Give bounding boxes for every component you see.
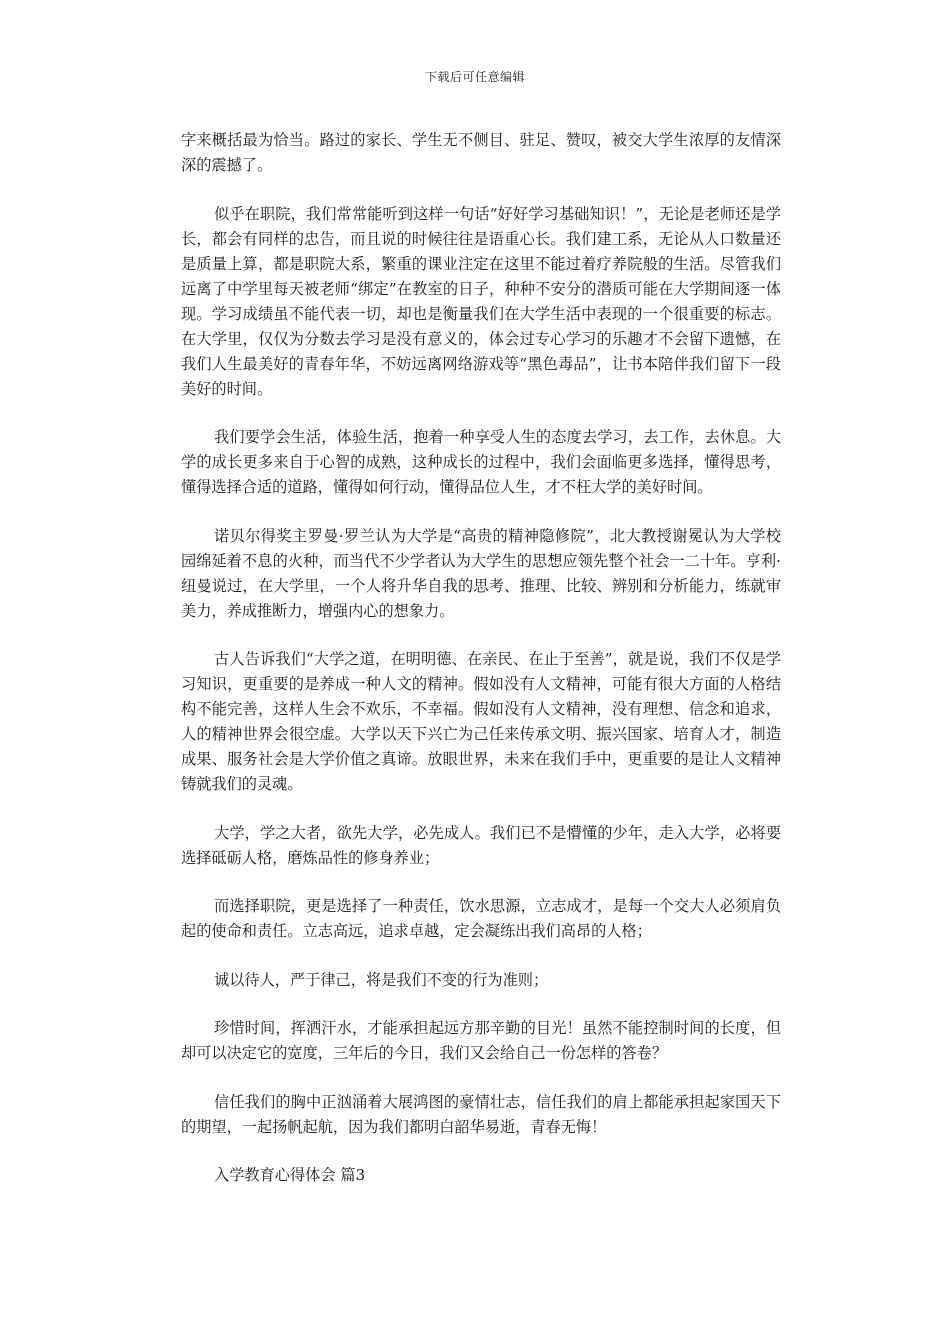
paragraph-8: 诚以待人，严于律己，将是我们不变的行为准则； — [214, 970, 549, 989]
paragraph-7: 而选择职院，更是选择了一种责任，饮水思源，立志成才，是每一个交大人必须肩负起的使命和责任。立志高远，追求卓越，定会凝练出我们高昂的人格； — [181, 897, 781, 940]
paragraph-10: 信任我们的胸中正汹涌着大展鸿图的豪情壮志，信任我们的肩上都能承担起家国天下的期望，一起扬帆起航，因为我们都明白韶华易逝，青春无悔！ — [181, 1092, 781, 1136]
section-heading: 入学教育心得体会 篇3 — [214, 1166, 366, 1184]
paragraph-9: 珍惜时间，挥洒汗水，才能承担起远方那辛勤的目光！虽然不能控制时间的长度，但却可以决定它的宽度，三年后的今日，我们又会给自己一份怎样的答卷？ — [181, 1019, 781, 1062]
paragraph-5: 古人告诉我们“大学之道，在明明德、在亲民、在止于至善”，就是说，我们不仅是学习知识，更重要的是养成一种人文的精神。假如没有人文精神，可能有很大方面的人格结构不能完善，这样人生会不欢乐，不幸福。假如没有人文精神，没有理想、信念和追求，人的精神世界会很空虚。大学以天下兴亡为己任来传承文明、振兴国家、培育人才，制造成果、服务社会是大学价值之真谛。放眼世界，未来在我们手中，更重要的是让人文精神铸就我们的灵魂。 — [181, 650, 781, 793]
page-header: 下载后可任意编辑 — [424, 70, 525, 84]
document-body — [181, 128, 781, 1188]
paragraph-3: 我们要学会生活，体验生活，抱着一种享受人生的态度去学习，去工作，去休息。大学的成长更多来自于心智的成熟，这种成长的过程中，我们会面临更多选择，懂得思考，懂得选择合适的道路，懂得如何行动，懂得品位人生，才不枉大学的美好时间。 — [181, 428, 781, 496]
paragraph-1: 字来概括最为恰当。路过的家长、学生无不侧目、驻足、赞叹，被交大学生浓厚的友情深深的震撼了。 — [181, 131, 781, 174]
paragraph-2: 似乎在职院，我们常常能听到这样一句话“好好学习基础知识！”，无论是老师还是学长，都会有同样的忠告，而且说的时候往往是语重心长。我们建工系，无论从人口数量还是质量上算，都是职院大系，繁重的课业注定在这里不能过着疗养院般的生活。尽管我们远离了中学里每天被老师“绑定”在教室的日子，种种不安分的潜质可能在大学期间逐一体现。学习成绩虽不能代表一切，却也是衡量我们在大学生活中表现的一个很重要的标志。在大学里，仅仅为分数去学习是没有意义的，体会过专心学习的乐趣才不会留下遗憾，在我们人生最美好的青春年华，不妨远离网络游戏等“黑色毒品”，让书本陪伴我们留下一段美好的时间。 — [181, 204, 781, 398]
paragraph-6: 大学，学之大者，欲先大学，必先成人。我们已不是懵懂的少年，走入大学，必将要选择砥砺人格，磨炼品性的修身养业； — [181, 823, 781, 867]
paragraph-4: 诺贝尔得奖主罗曼·罗兰认为大学是“高贵的精神隐修院”，北大教授谢冕认为大学校园绵延着不息的火种，而当代不少学者认为大学生的思想应领先整个社会一二十年。亨利·纽曼说过，在大学里，一个人将升华自我的思考、推理、比较、辨别和分析能力，练就审美力，养成推断力，增强内心的想象力。 — [181, 526, 781, 620]
